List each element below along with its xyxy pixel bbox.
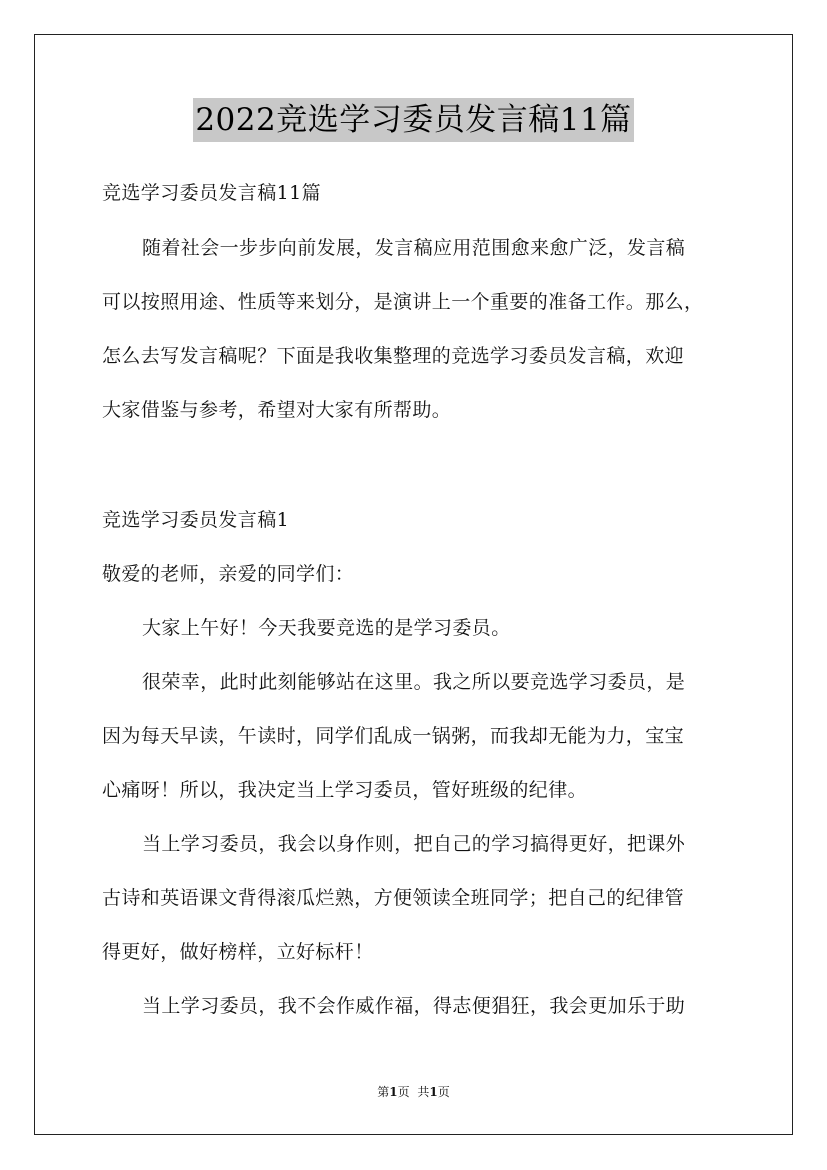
page-footer: [0, 1083, 827, 1100]
body-line: 很荣幸，此时此刻能够站在这里。我之所以要竞选学习委员，是: [142, 671, 686, 693]
page-suffix: 页: [397, 1085, 410, 1099]
section-heading: 竞选学习委员发言稿1: [102, 509, 290, 531]
body-line: 大家上午好！今天我要竞选的是学习委员。: [142, 617, 511, 639]
page-prefix: 第: [377, 1085, 390, 1099]
total-pages: 1: [429, 1085, 438, 1099]
salutation: 敬爱的老师，亲爱的同学们：: [102, 563, 355, 585]
intro-line: 怎么去写发言稿呢？下面是我收集整理的竞选学习委员发言稿，欢迎: [102, 345, 685, 367]
title-container: [0, 98, 827, 142]
body-line: 当上学习委员，我会以身作则，把自己的学习搞得更好，把课外: [142, 833, 686, 855]
body-line: 心痛呀！所以，我决定当上学习委员，管好班级的纪律。: [102, 779, 588, 801]
intro-line: 可以按照用途、性质等来划分，是演讲上一个重要的准备工作。那么，: [102, 291, 704, 313]
total-suffix: 页: [437, 1085, 450, 1099]
body-line: 因为每天早读，午读时，同学们乱成一锅粥，而我却无能为力，宝宝: [102, 725, 685, 747]
document-title: 2022竞选学习委员发言稿11篇: [193, 98, 633, 142]
subtitle: 竞选学习委员发言稿11篇: [102, 182, 321, 204]
page-number: 1: [389, 1085, 398, 1099]
total-prefix: 共: [417, 1085, 430, 1099]
body-line: 得更好，做好榜样，立好标杆！: [102, 941, 374, 963]
body-line: 当上学习委员，我不会作威作福，得志便猖狂，我会更加乐于助: [142, 995, 686, 1017]
body-line: 古诗和英语课文背得滚瓜烂熟，方便领读全班同学；把自己的纪律管: [102, 887, 685, 909]
intro-line: 大家借鉴与参考，希望对大家有所帮助。: [102, 399, 452, 421]
intro-line: 随着社会一步步向前发展，发言稿应用范围愈来愈广泛，发言稿: [142, 237, 686, 259]
